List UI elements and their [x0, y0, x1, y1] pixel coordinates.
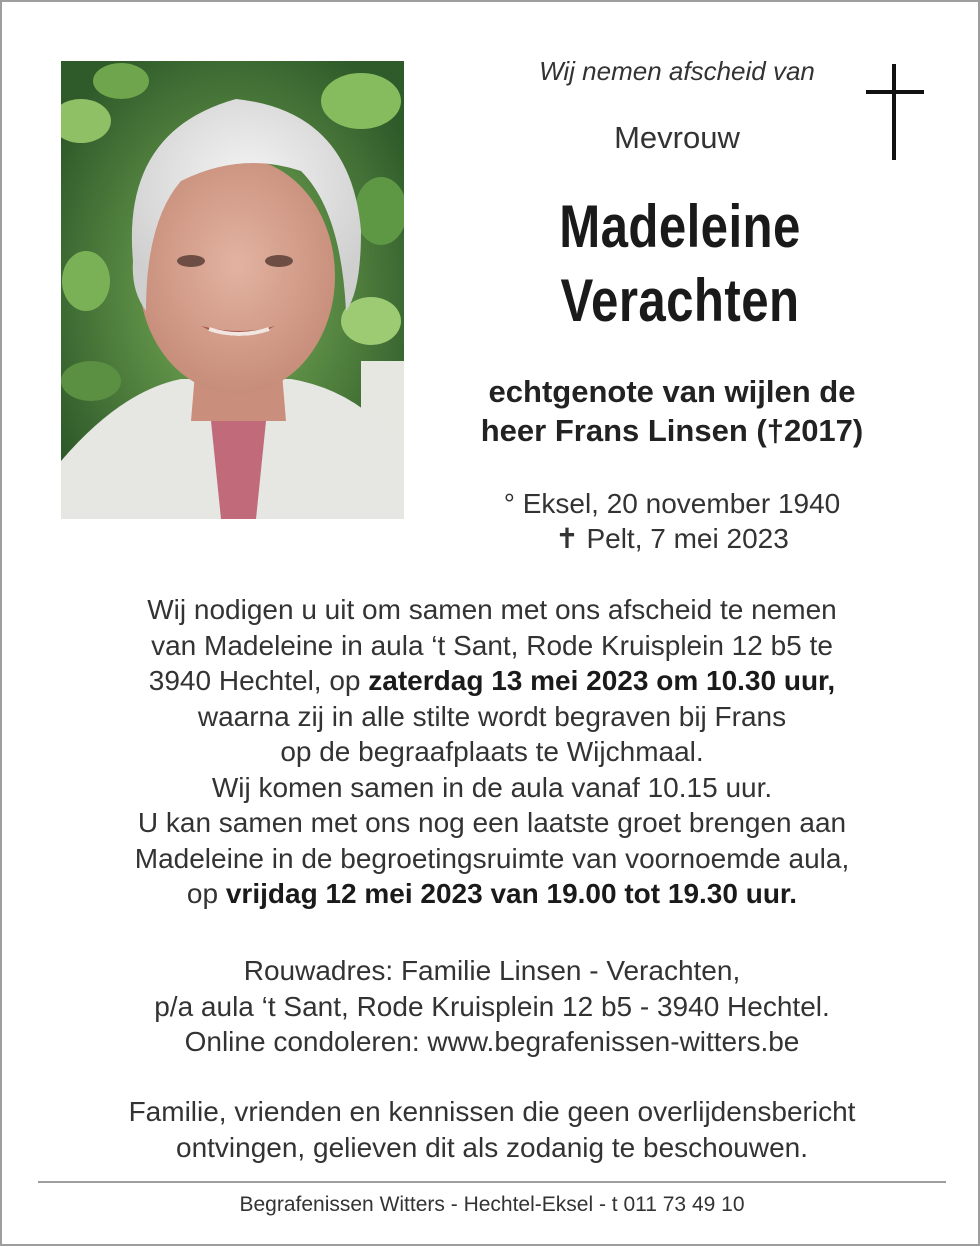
- spouse-line-1: echtgenote van wijlen de: [488, 374, 856, 409]
- condolence-link: Online condoleren: www.begrafenissen-witters.be: [184, 1026, 800, 1057]
- honorific: Mevrouw: [614, 120, 740, 155]
- last-name: Verachten: [560, 267, 800, 334]
- invitation-line: [42, 663, 942, 699]
- mourning-address: [42, 953, 942, 1060]
- invitation-line: van Madeleine in aula ‘t Sant, Rode Kruisplein 12 b5 te: [151, 629, 833, 661]
- ceremony-datetime: zaterdag 13 mei 2023 om 10.30 uur,: [368, 665, 836, 696]
- invitation-text-span: op: [186, 878, 226, 909]
- funeral-home-footer: Begrafenissen Witters - Hechtel-Eksel - t 011 73 49 10: [239, 1193, 745, 1216]
- life-dates: [432, 486, 912, 556]
- address-line: Rouwadres: Familie Linsen - Verachten,: [243, 955, 741, 986]
- visitation-datetime: vrijdag 12 mei 2023 van 19.00 tot 19.30 uur.: [225, 878, 798, 909]
- invitation-text: [42, 592, 942, 912]
- deceased-name: [485, 190, 875, 338]
- first-name: Madeleine: [559, 193, 801, 260]
- invitation-line: Madeleine in de begroetingsruimte van voornoemde aula,: [134, 842, 850, 874]
- notice-line: Familie, vrienden en kennissen die geen overlijdensbericht: [128, 1096, 856, 1127]
- invitation-line: [42, 876, 942, 912]
- family-notice: [42, 1094, 942, 1165]
- spouse-line-2: heer Frans Linsen (†2017): [480, 413, 864, 448]
- address-line: p/a aula ‘t Sant, Rode Kruisplein 12 b5 - 3940 Hechtel.: [154, 990, 830, 1022]
- invitation-line: Wij nodigen u uit om samen met ons afscheid te nemen: [147, 594, 837, 625]
- invitation-line: waarna zij in alle stilte wordt begraven bij Frans: [197, 700, 787, 732]
- invitation-text-span: 3940 Hechtel, op: [148, 665, 369, 696]
- birth-date: ° Eksel, 20 november 1940: [503, 488, 841, 519]
- notice-line: ontvingen, gelieven dit als zodanig te beschouwen.: [176, 1131, 808, 1163]
- invitation-line: U kan samen met ons nog een laatste groet brengen aan: [137, 807, 847, 838]
- intro-text: Wij nemen afscheid van: [539, 56, 815, 86]
- footer-divider: [38, 1181, 946, 1183]
- death-date: ✝ Pelt, 7 mei 2023: [555, 523, 789, 554]
- portrait-photo: [61, 61, 404, 519]
- spouse-info: [432, 372, 912, 450]
- invitation-line: Wij komen samen in de aula vanaf 10.15 uur.: [211, 771, 773, 803]
- invitation-line: op de begraafplaats te Wijchmaal.: [280, 736, 704, 767]
